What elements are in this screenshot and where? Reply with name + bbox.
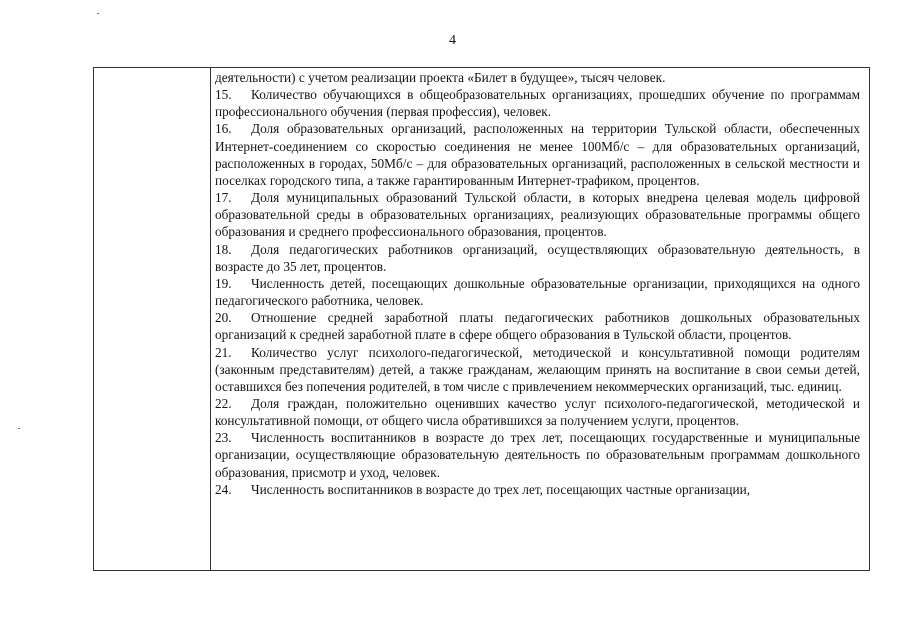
indicator-number: 21.	[215, 344, 232, 360]
indicator-list	[215, 86, 860, 498]
indicator-number: 19.	[215, 275, 232, 291]
indicator-number: 20.	[215, 310, 232, 326]
indicator-item	[215, 120, 860, 189]
page-number: 4	[449, 33, 456, 48]
indicator-text: Отношение средней заработной платы педагогических работников дошкольных образовательных организаций к средней заработной плате в сфере общего образования в Тульской области, процентов.	[215, 310, 860, 343]
indicator-item	[215, 344, 860, 395]
indicator-text: Доля муниципальных образований Тульской области, в которых внедрена целевая модель цифровой образовательной среды в образовательных организациях, реализующих образовательные программы общего образования и среднего профессионального образования, процентов.	[215, 190, 860, 240]
indicator-number: 17.	[215, 190, 232, 206]
indicator-number: 23.	[215, 430, 232, 446]
indicator-text: Доля педагогических работников организаций, осуществляющих образовательную деятельность, в возрасте до 35 лет, процентов.	[215, 241, 860, 274]
scan-speck	[97, 13, 99, 14]
indicator-item	[215, 189, 860, 240]
indicator-item	[215, 309, 860, 343]
indicator-item	[215, 481, 860, 498]
indicator-number: 18.	[215, 241, 232, 257]
indicator-text: Доля образовательных организаций, расположенных на территории Тульской области, обеспеченных Интернет-соединением со скоростью соединения не менее 100Мб/с – для образовательных организаций, расположенных в городах, 50Мб/с – для образовательных организаций, расположенных в сельской местности и поселках городского типа, а также гарантированным Интернет-трафиком, процентов.	[215, 121, 860, 188]
indicator-text: Количество обучающихся в общеобразовательных организациях, прошедших обучение по программам профессионального обучения (первая профессия), человек.	[215, 87, 860, 120]
indicator-item	[215, 275, 860, 309]
indicator-text: Численность воспитанников в возрасте до трех лет, посещающих государственные и муниципальные организации, осуществляющие образовательную деятельность по образовательным программам дошкольного образования, присмотр и уход, человек.	[215, 430, 860, 480]
indicator-number: 15.	[215, 87, 232, 103]
indicator-text: Численность воспитанников в возрасте до трех лет, посещающих частные организации,	[251, 481, 751, 497]
document-table	[93, 67, 870, 571]
indicator-number: 24.	[215, 481, 232, 497]
indicator-item	[215, 241, 860, 275]
scan-speck	[18, 428, 20, 429]
indicator-number: 22.	[215, 395, 232, 411]
continuation-text: деятельности) с учетом реализации проекта «Билет в будущее», тысяч человек.	[215, 70, 666, 85]
table-right-column	[215, 69, 860, 498]
indicator-item	[215, 86, 860, 120]
indicator-text: Численность детей, посещающих дошкольные образовательные организации, приходящихся на одного педагогического работника, человек.	[215, 275, 860, 309]
indicator-item	[215, 429, 860, 480]
indicator-text: Доля граждан, положительно оценивших качество услуг психолого-педагогической, методической и консультативной помощи, от общего числа обратившихся за получением услуги, процентов.	[215, 395, 860, 429]
table-left-column	[94, 68, 211, 570]
indicator-number: 16.	[215, 121, 232, 137]
indicator-item	[215, 395, 860, 429]
indicator-text: Количество услуг психолого-педагогической, методической и консультативной помощи родителям (законным представителям) детей, а также гражданам, желающим принять на воспитание в свои семьи детей, оставшихся без попечения родителей, в том числе с привлечением некоммерческих организаций, тыс. единиц.	[215, 344, 860, 394]
